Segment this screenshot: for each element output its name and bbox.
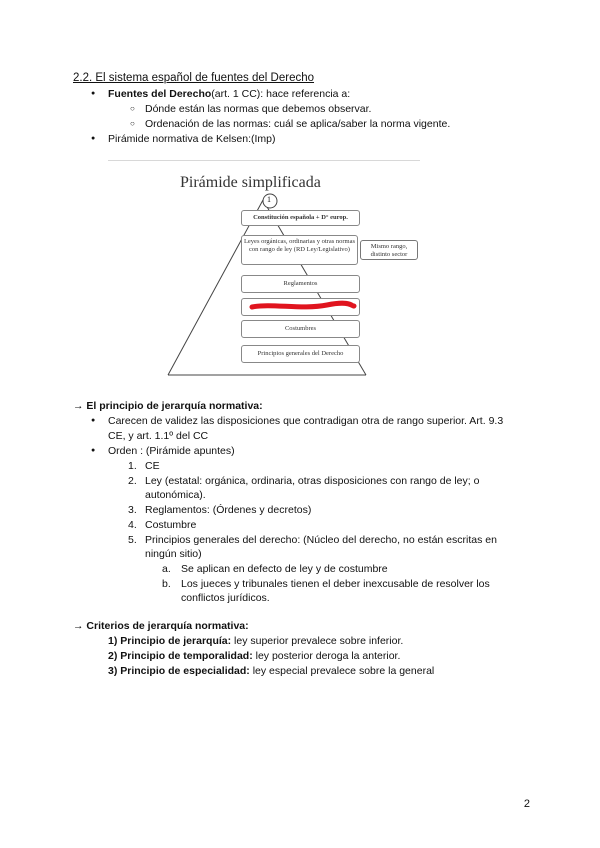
criterio-item-2 xyxy=(108,650,400,662)
sublist-item: Se aplican en defecto de ley y de costumbre xyxy=(181,563,388,575)
list-item: Reglamentos: (Órdenes y decretos) xyxy=(145,504,312,516)
jerarquia-heading: → El principio de jerarquía normativa: xyxy=(73,400,263,412)
jerarquia-bullet-2: ● Orden : (Pirámide apuntes) xyxy=(108,445,235,457)
level-costumbres: Costumbres xyxy=(241,320,360,338)
criterio-bold: 1) Principio de jerarquía: xyxy=(108,635,232,647)
fuentes-bold: Fuentes del Derecho xyxy=(108,88,212,100)
level-leyes: Leyes orgánicas, ordinarias y otras normas con rango de ley (RD Ley/Legislativo) xyxy=(241,235,358,265)
jerarquia-bullet-1: ● Carecen de validez las disposiciones que contradigan otra de rango superior. Art. 9.3 xyxy=(108,415,503,427)
level-principios: Principios generales del Derecho xyxy=(241,345,360,363)
jerarquia-bullet-1-cont: CE, y art. 1.1º del CC xyxy=(108,430,209,442)
list-item-cont: ningún sitio) xyxy=(145,548,202,560)
side-note: Mismo rango, distinto sector xyxy=(360,240,418,260)
page-number: 2 xyxy=(523,798,530,810)
list-item: CE xyxy=(145,460,160,472)
sublist-item-cont: conflictos jurídicos. xyxy=(181,592,270,604)
list-item: Costumbre xyxy=(145,519,197,531)
list-num: 4. xyxy=(128,519,137,531)
list-item-cont: autonómica). xyxy=(145,489,206,501)
criterio-bold: 3) Principio de especialidad: xyxy=(108,665,250,677)
list-num: 2. xyxy=(128,475,137,487)
pyramid-top-number: 1 xyxy=(267,195,271,204)
level-constitucion: Constitución española + D° europ. xyxy=(241,210,360,226)
list-num: 5. xyxy=(128,534,137,546)
red-strike xyxy=(242,299,359,315)
sublist-item: Los jueces y tribunales tienen el deber inexcusable de resolver los xyxy=(181,578,490,590)
criterio-rest: ley posterior deroga la anterior. xyxy=(252,650,401,662)
sublist-letter: a. xyxy=(162,563,171,575)
level-struck xyxy=(241,298,360,316)
pyramid-figure xyxy=(108,160,420,378)
list-num: 1. xyxy=(128,460,137,472)
list-item: Ley (estatal: orgánica, ordinaria, otras disposiciones con rango de ley; o xyxy=(145,475,480,487)
list-num: 3. xyxy=(128,504,137,516)
fuentes-bullet xyxy=(108,88,350,100)
section-title: 2.2. El sistema español de fuentes del Derecho xyxy=(73,72,315,84)
criterio-item-3 xyxy=(108,665,434,677)
criterio-bold: 2) Principio de temporalidad: xyxy=(108,650,253,662)
figure-title: Pirámide simplificada xyxy=(180,174,321,191)
list-item: Principios generales del derecho: (Núcleo del derecho, no están escritas en xyxy=(145,534,497,546)
fuentes-sub-1: ○ Dónde están las normas que debemos observar. xyxy=(145,103,371,115)
criterio-item-1 xyxy=(108,635,403,647)
sublist-letter: b. xyxy=(162,578,171,590)
fuentes-sub-2: ○ Ordenación de las normas: cuál se aplica/saber la norma vigente. xyxy=(145,118,450,130)
piramide-bullet: ● Pirámide normativa de Kelsen:(Imp) xyxy=(108,133,275,145)
criterio-rest: ley especial prevalece sobre la general xyxy=(249,665,435,677)
criterios-heading: → Criterios de jerarquía normativa: xyxy=(73,620,249,632)
criterio-rest: ley superior prevalece sobre inferior. xyxy=(231,635,404,647)
level-reglamentos: Reglamentos xyxy=(241,275,360,293)
fuentes-rest: (art. 1 CC): hace referencia a: xyxy=(211,88,351,100)
